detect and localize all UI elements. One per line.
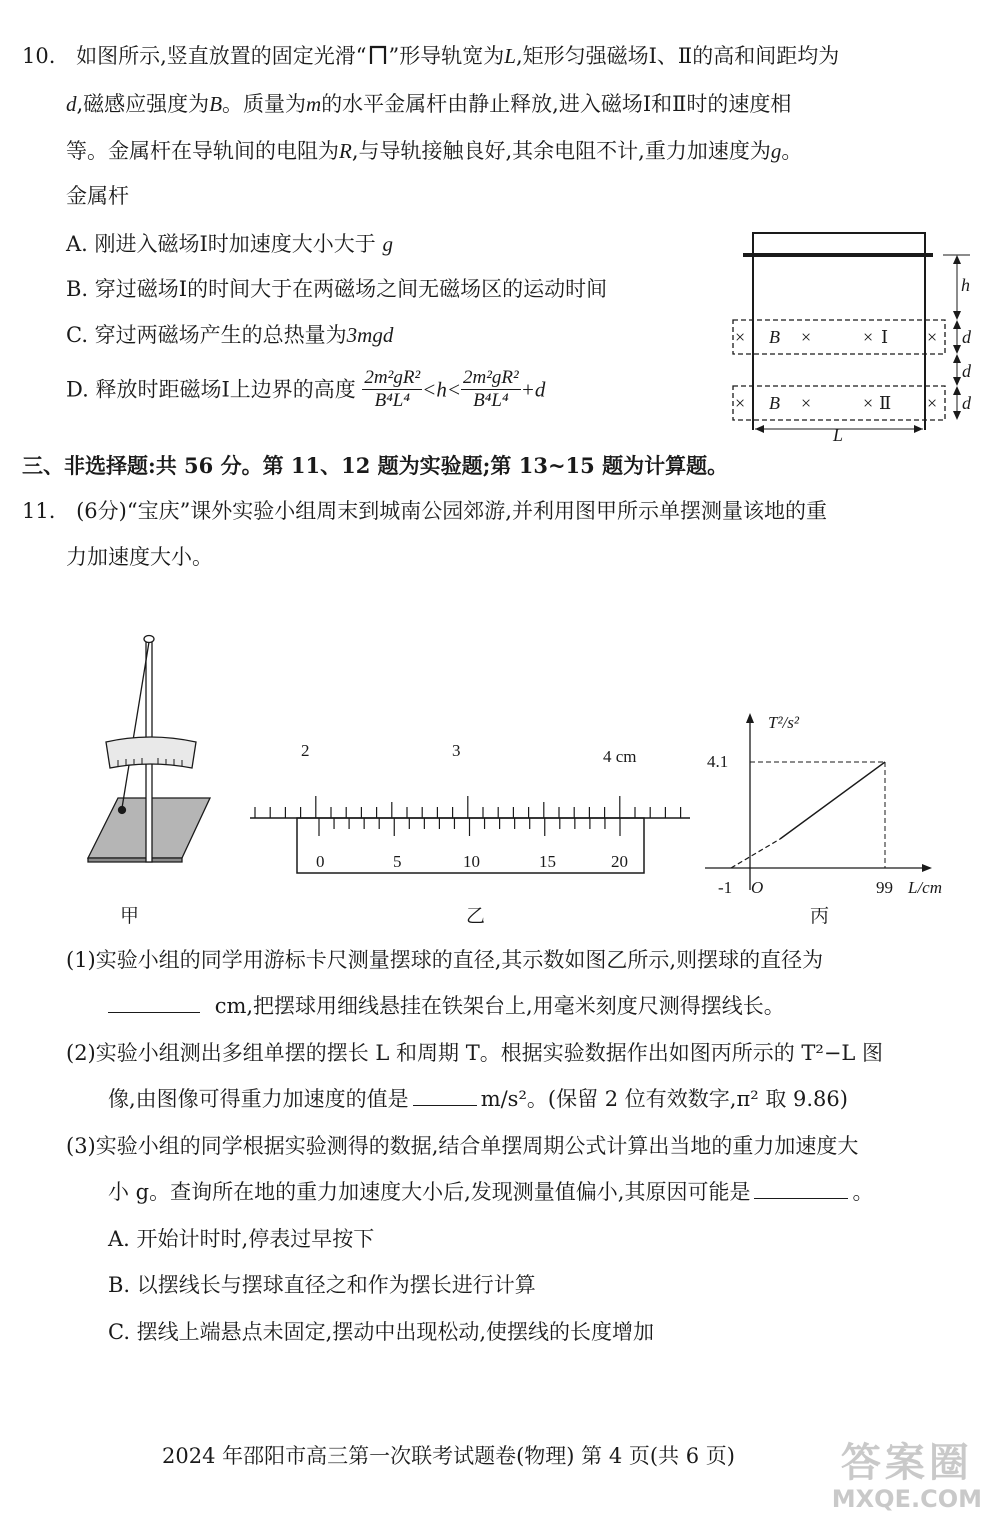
section-3-heading: 三、非选择题:共 56 分。第 11、12 题为实验题;第 13~15 题为计算题。 [22,453,729,478]
pendulum-apparatus-figure [78,630,213,895]
svg-text:L: L [833,425,844,445]
q11-part-2-line-1: (2)实验小组测出多组单摆的摆长 L 和周期 T。根据实验数据作出如图丙所示的 T²−L 图 [66,1041,884,1065]
main-scale-label-2: 2 [301,741,310,760]
figure-label-b: 乙 [466,905,486,927]
svg-text:×: × [735,327,746,347]
svg-text:×: × [863,327,874,347]
graph-x-label: L/cm [908,878,942,897]
q10-option-b[interactable]: B. 穿过磁场Ⅰ的时间大于在两磁场之间无磁场区的运动时间 [66,277,608,301]
q10-line-3: 等。金属杆在导轨间的电阻为R,与导轨接触良好,其余电阻不计,重力加速度为g。 [66,139,803,163]
q10-magnetic-field-figure [725,225,985,445]
q11-number: 11. [22,499,56,523]
q11-line-2: 力加速度大小。 [66,545,213,569]
q10-line-4: 金属杆 [66,184,129,208]
svg-text:h: h [961,275,970,295]
t2-l-graph-figure [700,705,970,900]
svg-text:B: B [769,327,780,347]
q11-part-1-line-1: (1)实验小组的同学用游标卡尺测量摆球的直径,其示数如图乙所示,则摆球的直径为 [66,948,824,972]
watermark-brand: 答案圈 [840,1440,973,1486]
svg-text:×: × [801,327,812,347]
q11-part-2-line-2: 像,由图像可得重力加速度的值是 m/s²。(保留 2 位有效数字,π² 取 9.86) [108,1087,848,1111]
vernier-label-5: 5 [393,852,402,871]
q11-part-3-line-2: 小 g。查询所在地的重力加速度大小后,发现测量值偏小,其原因可能是 。 [108,1180,874,1204]
q10-line-1: 10. 如图所示,竖直放置的固定光滑“ ”形导轨宽为L,矩形匀强磁场Ⅰ、Ⅱ的高和间距均为 [22,44,840,68]
q10-number: 10. [22,44,56,68]
graph-x-tick: 99 [876,878,893,897]
svg-text:Ⅰ: Ⅰ [881,327,889,347]
svg-text:×: × [927,327,938,347]
fraction-lower: $\frac{\text{2m²gR²}}{\text{B⁴L⁴}}$ [364,367,421,411]
watermark [832,1441,982,1513]
answer-blank-diameter[interactable] [108,992,200,1013]
svg-text:×: × [735,393,746,413]
vernier-label-10: 10 [463,852,480,871]
svg-text:×: × [801,393,812,413]
vernier-label-20: 20 [611,852,628,871]
q11-part-1-line-2: cm,把摆球用细线悬挂在铁架台上,用毫米刻度尺测得摆线长。 [108,992,785,1020]
figure-label-c: 丙 [810,905,830,927]
svg-text:B: B [769,393,780,413]
fraction-upper: $\frac{\text{2m²gR²}}{\text{B⁴L⁴}}$ [463,367,519,411]
figure-label-a: 甲 [120,905,140,927]
graph-y-label: T²/s² [768,713,799,732]
q11-option-a[interactable]: A. 开始计时时,停表过早按下 [108,1227,375,1251]
vernier-label-0: 0 [316,852,325,871]
svg-text:d: d [962,393,971,413]
graph-origin: O [751,878,764,897]
answer-blank-reason[interactable] [754,1178,848,1199]
vernier-label-15: 15 [539,852,556,871]
svg-text:Ⅱ: Ⅱ [879,393,892,413]
vernier-caliper-figure [245,740,695,880]
svg-text:d: d [962,327,971,347]
q11-option-c[interactable]: C. 摆线上端悬点未固定,摆动中出现松动,使摆线的长度增加 [108,1320,655,1344]
q11-part-3-line-1: (3)实验小组的同学根据实验测得的数据,结合单摆周期公式计算出当地的重力加速度大 [66,1134,859,1158]
graph-y-tick: 4.1 [707,752,729,771]
svg-text:×: × [863,393,874,413]
watermark-url: MXQE.COM [831,1485,982,1513]
q11-line-1: 11. (6分)“宝庆”课外实验小组周末到城南公园郊游,并利用图甲所示单摆测量该地的重 [22,499,827,523]
main-scale-label-3: 3 [452,741,461,760]
q10-option-d[interactable]: D. 释放时距磁场Ⅰ上边界的高度 $\frac{\text{2m²gR²}}{\text{B⁴L⁴}}$ <h< $\frac{\text{2m²gR²}}{\text{B⁴L⁴}}$ +d [66,367,546,411]
rail-shape-icon [367,44,389,66]
svg-text:×: × [927,393,938,413]
main-scale-label-4cm: 4 cm [603,747,637,766]
svg-text:d: d [962,361,971,381]
q10-option-a[interactable]: A. 刚进入磁场Ⅰ时加速度大小大于 g [66,232,393,256]
q10-option-c[interactable]: C. 穿过两磁场产生的总热量为3mgd [66,323,394,347]
answer-blank-gravity[interactable] [413,1085,477,1106]
q11-option-b[interactable]: B. 以摆线长与摆球直径之和作为摆长进行计算 [108,1273,536,1297]
page-footer: 2024 年邵阳市高三第一次联考试题卷(物理) 第 4 页(共 6 页) [162,1444,735,1468]
graph-x-neg: -1 [718,878,733,897]
q10-line-2: d,磁感应强度为B。质量为m的水平金属杆由静止释放,进入磁场Ⅰ和Ⅱ时的速度相 [66,92,792,116]
